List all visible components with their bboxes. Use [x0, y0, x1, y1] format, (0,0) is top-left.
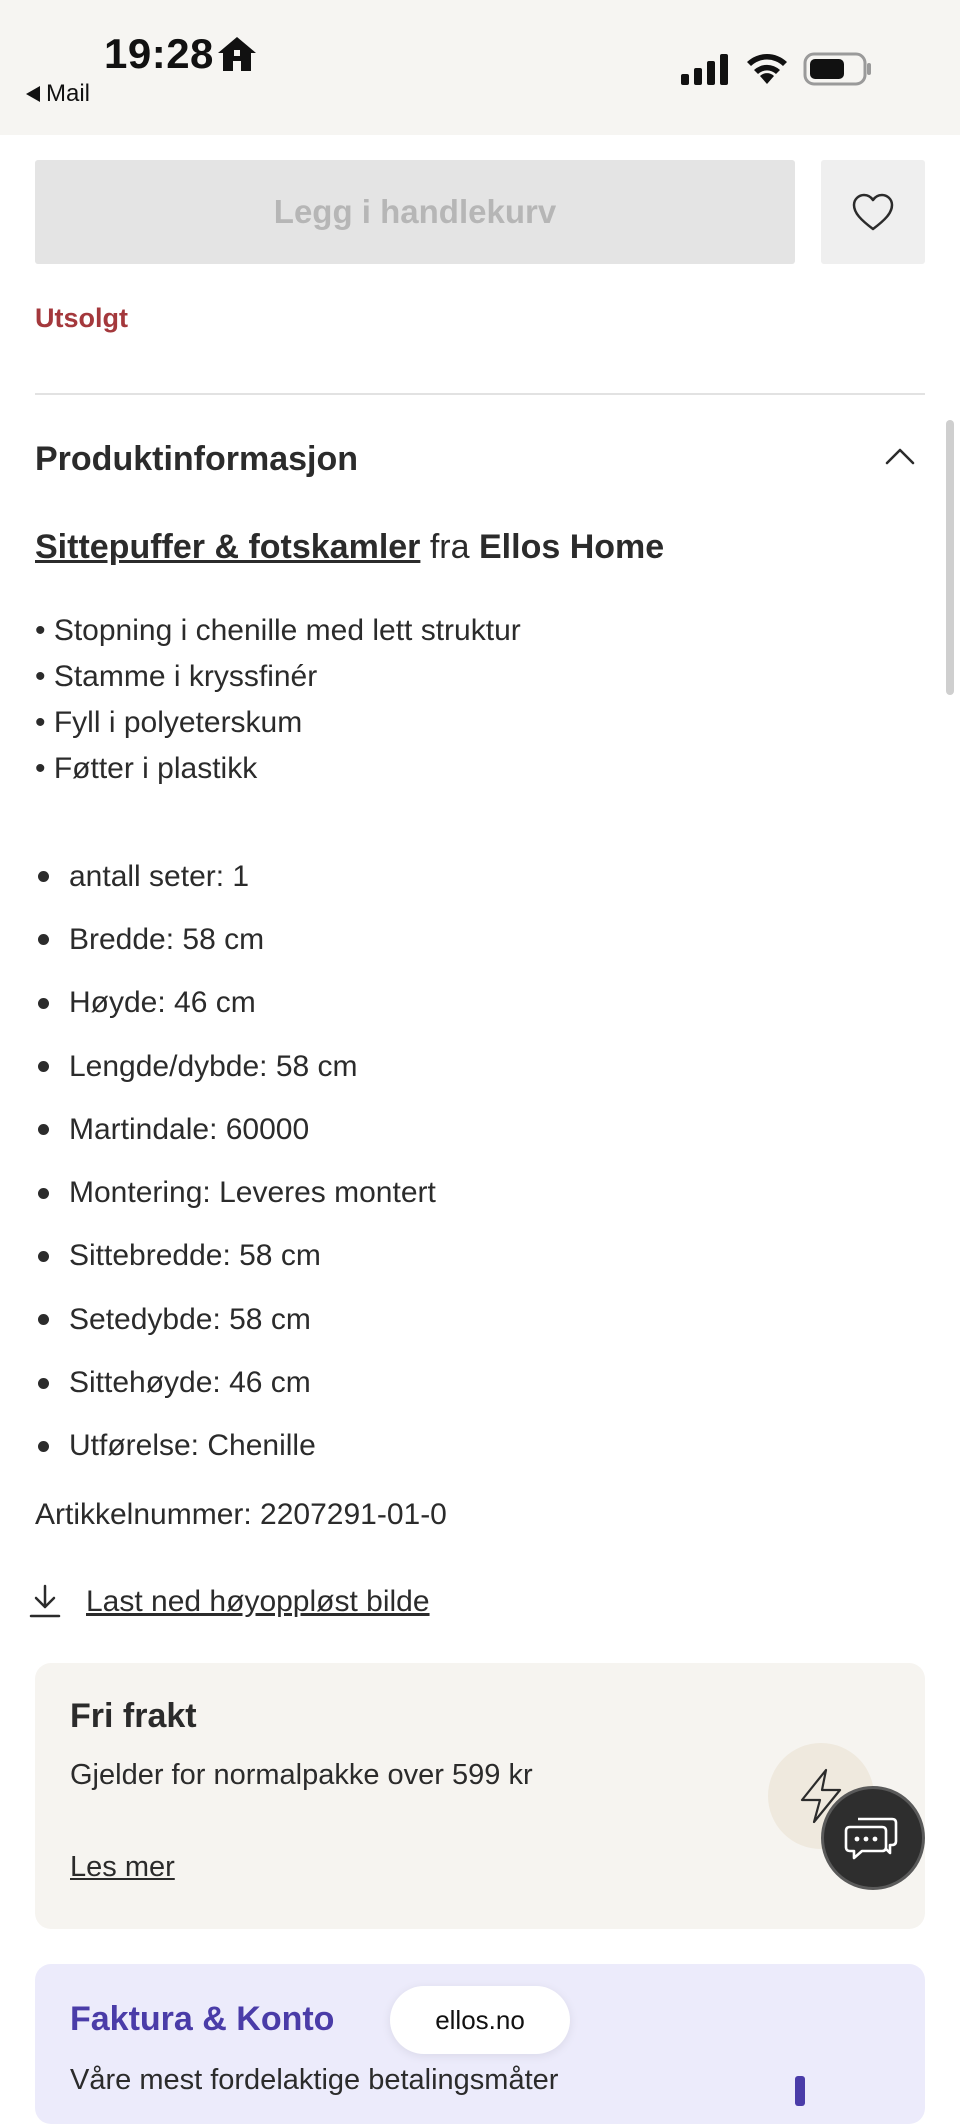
browser-url-pill[interactable]: ellos.no [390, 1986, 570, 2054]
feature-item: • Stamme i kryssfinér [35, 660, 318, 693]
spec-text: Utførelse: Chenille [69, 1429, 316, 1463]
feature-item: • Føtter i plastikk [35, 752, 258, 785]
status-time: 19:28 [104, 30, 214, 77]
back-arrow-icon [26, 86, 40, 102]
download-image-link[interactable]: Last ned høyoppløst bilde [86, 1585, 430, 1618]
spec-text: Sittebredde: 58 cm [69, 1239, 321, 1273]
spec-item [35, 1161, 436, 1224]
free-shipping-description: Gjelder for normalpakke over 599 kr [70, 1759, 533, 1791]
spec-item [35, 1415, 436, 1478]
spec-item [35, 1288, 436, 1351]
section-divider [35, 393, 925, 395]
invoice-title: Faktura & Konto [70, 2000, 335, 2038]
spec-item [35, 845, 436, 908]
chat-button[interactable] [821, 1786, 925, 1890]
spec-text: Martindale: 60000 [69, 1112, 310, 1146]
spec-list [35, 845, 436, 1478]
add-to-cart-button[interactable]: Legg i handlekurv [35, 160, 795, 264]
spec-item [35, 1035, 436, 1098]
chat-icon [844, 1813, 902, 1863]
spec-text: Høyde: 46 cm [69, 986, 256, 1020]
stock-status: Utsolgt [35, 303, 128, 333]
feature-item: • Stopning i chenille med lett struktur [35, 614, 521, 647]
bullet-icon [38, 1314, 49, 1325]
from-word: fra [429, 528, 470, 566]
spec-item [35, 1225, 436, 1288]
free-shipping-title: Fri frakt [70, 1697, 197, 1735]
spec-text: Lengde/dybde: 58 cm [69, 1049, 358, 1083]
article-number: Artikkelnummer: 2207291-01-0 [35, 1498, 447, 1531]
read-more-link[interactable]: Les mer [70, 1851, 175, 1883]
home-icon [216, 34, 258, 74]
feature-item: • Fyll i polyeterskum [35, 706, 303, 739]
battery-icon [803, 52, 873, 86]
spec-item [35, 1351, 436, 1414]
feature-list [35, 608, 521, 792]
spec-text: antall seter: 1 [69, 859, 250, 893]
chevron-up-icon[interactable] [884, 444, 916, 468]
status-bar [0, 0, 960, 135]
spec-text: Montering: Leveres montert [69, 1176, 436, 1210]
download-icon[interactable] [28, 1583, 62, 1619]
bullet-icon [38, 871, 49, 882]
bullet-icon [38, 998, 49, 1009]
spec-item [35, 972, 436, 1035]
invoice-accent-mark [795, 2076, 805, 2106]
heart-icon [851, 192, 895, 232]
product-info-heading[interactable]: Produktinformasjon [35, 440, 359, 478]
spec-text: Setedybde: 58 cm [69, 1302, 311, 1336]
bullet-icon [38, 1378, 49, 1389]
bullet-icon [38, 1251, 49, 1262]
wifi-icon [745, 50, 789, 86]
cellular-signal-icon [680, 52, 730, 86]
back-to-mail-link[interactable] [26, 80, 90, 108]
spec-item [35, 1098, 436, 1161]
bullet-icon [38, 1188, 49, 1199]
category-link[interactable]: Sittepuffer & fotskamler [35, 528, 421, 566]
favorite-button[interactable] [821, 160, 925, 264]
back-app-label: Mail [46, 80, 91, 107]
brand-name: Ellos Home [479, 528, 665, 566]
spec-text: Bredde: 58 cm [69, 922, 265, 956]
spec-text: Sittehøyde: 46 cm [69, 1366, 311, 1400]
bullet-icon [38, 1441, 49, 1452]
brand-line [35, 528, 664, 567]
free-shipping-card [35, 1663, 925, 1929]
bullet-icon [38, 1124, 49, 1135]
bullet-icon [38, 1061, 49, 1072]
invoice-description: Våre mest fordelaktige betalingsmåter [70, 2064, 559, 2096]
spec-item [35, 908, 436, 971]
bullet-icon [38, 934, 49, 945]
scrollbar-thumb[interactable] [946, 420, 954, 695]
